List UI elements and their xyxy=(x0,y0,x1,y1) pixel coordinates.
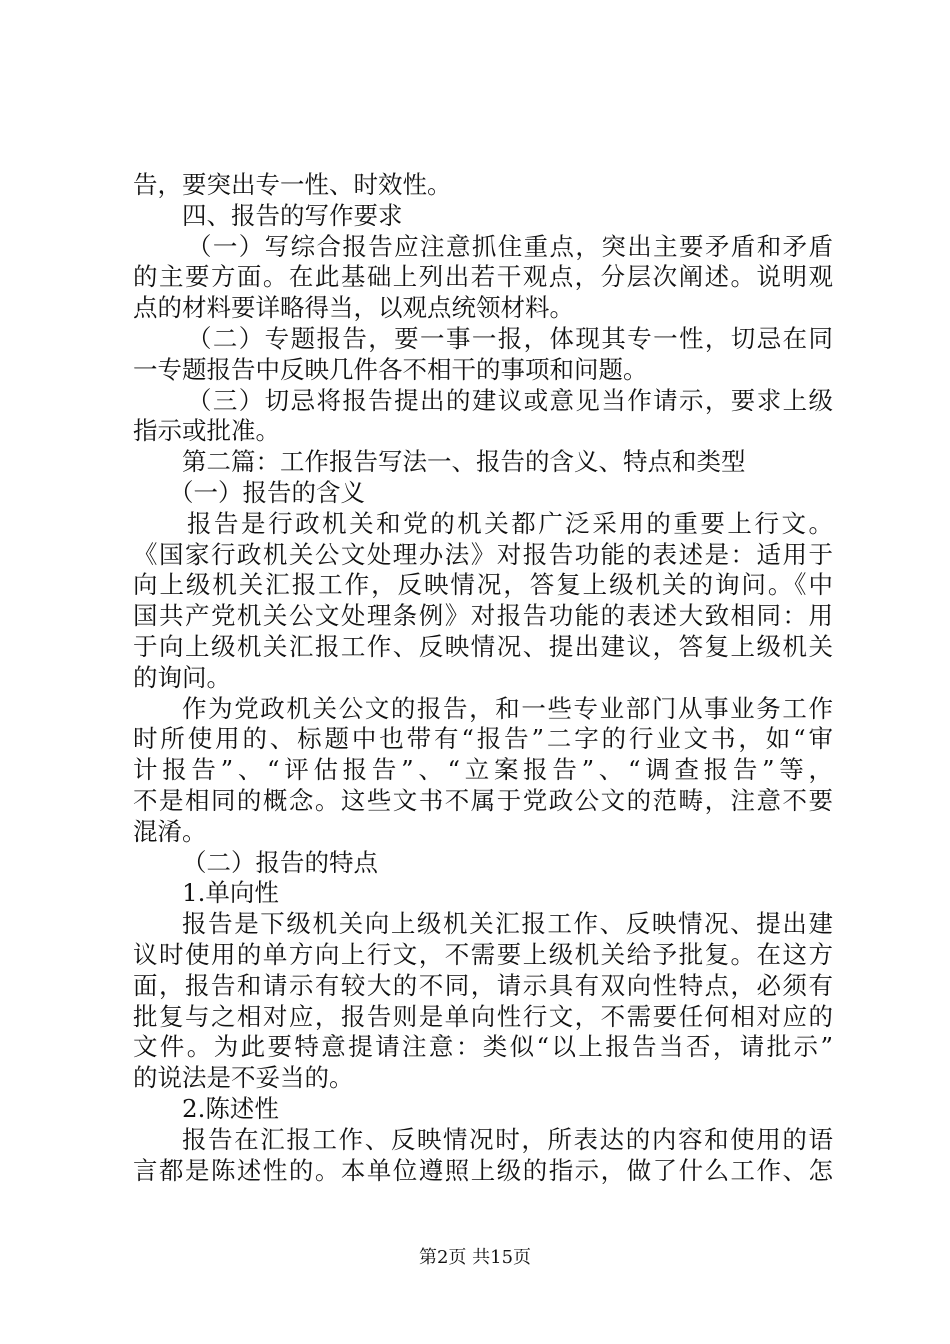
text-line: 时所使用的、标题中也带有“报告”二字的行业文书，如“审 xyxy=(133,724,833,754)
subsection-heading: （二）报告的特点 xyxy=(182,847,378,877)
section-heading: 四、报告的写作要求 xyxy=(182,200,403,230)
text-line: 混淆。 xyxy=(133,816,207,846)
text-line: 报告在汇报工作、反映情况时，所表达的内容和使用的语 xyxy=(182,1124,833,1154)
text-line: 向上级机关汇报工作，反映情况，答复上级机关的询问。《中 xyxy=(133,570,833,600)
text-line: （二）专题报告，要一事一报，体现其专一性，切忌在同 xyxy=(187,323,833,353)
text-line: 告，要突出专一性、时效性。 xyxy=(133,170,452,199)
chapter-heading: 第二篇：工作报告写法一、报告的含义、特点和类型 xyxy=(182,447,746,477)
text-line: 指示或批准。 xyxy=(133,416,280,446)
text-line: （一）写综合报告应注意抓住重点，突出主要矛盾和矛盾 xyxy=(187,231,833,261)
text-line: 作为党政机关公文的报告，和一些专业部门从事业务工作 xyxy=(182,693,833,723)
text-line: 面，报告和请示有较大的不同，请示具有双向性特点，必须有 xyxy=(133,970,833,1000)
page-number-footer: 第2页 共15页 xyxy=(418,1247,532,1268)
item-heading: 2.陈述性 xyxy=(182,1093,279,1123)
text-line: 于向上级机关汇报工作、反映情况、提出建议，答复上级机关 xyxy=(133,631,833,661)
subsection-heading: （一）报告的含义 xyxy=(169,477,365,507)
text-line: 报告是下级机关向上级机关汇报工作、反映情况、提出建 xyxy=(182,909,833,939)
text-line: 的说法是不妥当的。 xyxy=(133,1063,354,1093)
text-line: （三）切忌将报告提出的建议或意见当作请示，要求上级 xyxy=(187,385,833,415)
text-line: 文件。为此要特意提请注意：类似“以上报告当否，请批示” xyxy=(133,1032,833,1062)
item-heading: 1.单向性 xyxy=(182,878,279,908)
text-line: 报告是行政机关和党的机关都广泛采用的重要上行文。 xyxy=(187,508,833,538)
text-line: 国共产党机关公文处理条例》对报告功能的表述大致相同：用 xyxy=(133,601,833,631)
text-line: 点的材料要详略得当，以观点统领材料。 xyxy=(133,293,574,323)
text-line: 《国家行政机关公文处理办法》对报告功能的表述是：适用于 xyxy=(133,539,833,569)
text-line: 批复与之相对应，报告则是单向性行文，不需要任何相对应的 xyxy=(133,1001,833,1031)
text-line: 一专题报告中反映几件各不相干的事项和问题。 xyxy=(133,354,648,384)
text-line: 议时使用的单方向上行文，不需要上级机关给予批复。在这方 xyxy=(133,939,833,969)
text-line: 不是相同的概念。这些文书不属于党政公文的范畴，注意不要 xyxy=(133,785,833,815)
text-line: 的询问。 xyxy=(133,662,231,692)
document-body xyxy=(133,170,833,1186)
text-line: 言都是陈述性的。本单位遵照上级的指示，做了什么工作、怎 xyxy=(133,1155,833,1185)
text-line: 的主要方面。在此基础上列出若干观点，分层次阐述。说明观 xyxy=(133,262,833,292)
text-line: 计报告”、“评估报告”、“立案报告”、“调查报告”等， xyxy=(133,755,833,785)
